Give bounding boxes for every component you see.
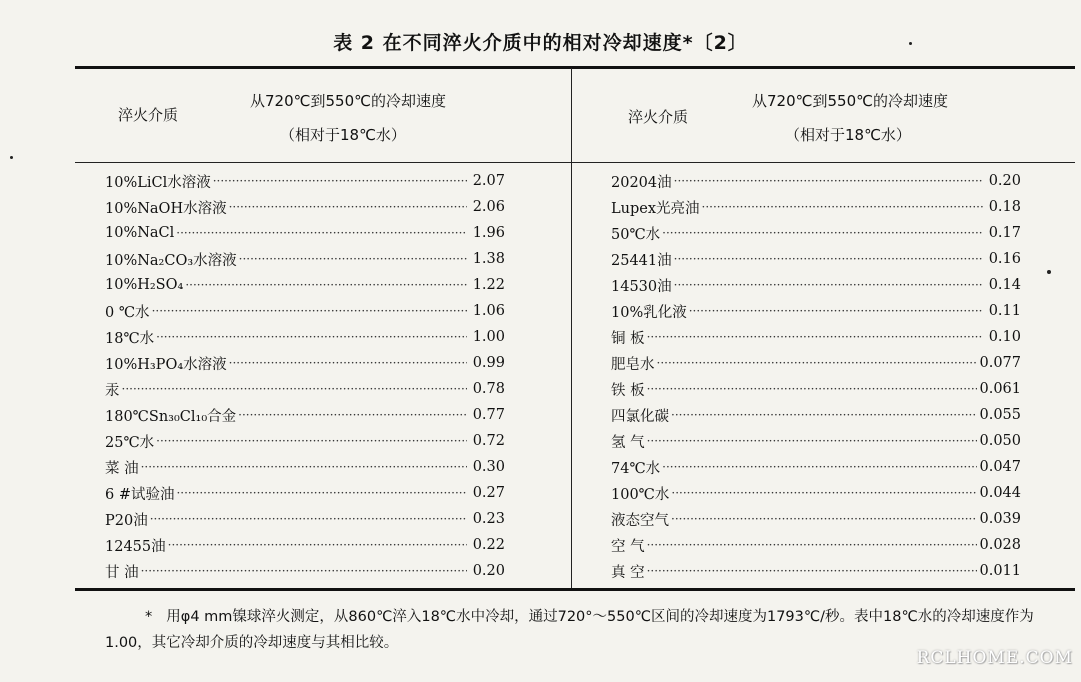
column-separator <box>571 68 572 588</box>
cooling-rate-value: 1.38 <box>472 251 505 267</box>
cooling-rate-value: 0.047 <box>979 459 1021 475</box>
footnote-star: * <box>145 609 153 625</box>
leader-dots <box>141 460 467 474</box>
medium-name: 肥皂水 <box>611 356 655 373</box>
right-row <box>611 532 1021 558</box>
cooling-rate-value: 0.78 <box>472 381 505 397</box>
medium-name: P20油 <box>105 512 148 529</box>
cooling-rate-value: 0.77 <box>472 407 505 423</box>
leader-dots <box>168 538 467 552</box>
left-row <box>105 376 505 402</box>
right-row <box>611 428 1021 454</box>
medium-name: 汞 <box>105 382 120 399</box>
cooling-rate-value: 2.07 <box>472 173 505 189</box>
cooling-rate-value: 0.028 <box>979 537 1021 553</box>
right-row <box>611 454 1021 480</box>
medium-name: Lupex光亮油 <box>611 200 700 217</box>
medium-name: 10%NaOH水溶液 <box>105 200 227 217</box>
medium-name: 液态空气 <box>611 512 669 529</box>
cooling-rate-value: 0.20 <box>988 173 1021 189</box>
right-rate-header-line1: 从720℃到550℃的冷却速度 <box>752 92 948 110</box>
right-row <box>611 298 1021 324</box>
medium-name: 6 #试验油 <box>105 486 175 503</box>
leader-dots <box>671 512 977 526</box>
leader-dots <box>141 564 467 578</box>
left-row <box>105 506 505 532</box>
medium-name: 空 气 <box>611 538 645 555</box>
right-row <box>611 194 1021 220</box>
right-row <box>611 480 1021 506</box>
scan-speck <box>10 156 13 159</box>
scan-speck <box>1047 270 1051 274</box>
medium-name: 10%NaCl <box>105 225 175 241</box>
cooling-rate-value: 0.72 <box>472 433 505 449</box>
footnote <box>105 604 1035 656</box>
left-row <box>105 194 505 220</box>
leader-dots <box>662 460 977 474</box>
leader-dots <box>689 304 983 318</box>
leader-dots <box>238 408 467 422</box>
leader-dots <box>647 382 978 396</box>
medium-name: 菜 油 <box>105 460 139 477</box>
leader-dots <box>156 434 467 448</box>
leader-dots <box>150 512 467 526</box>
cooling-rate-value: 0.30 <box>472 459 505 475</box>
left-row <box>105 298 505 324</box>
cooling-rate-value: 0.20 <box>472 563 505 579</box>
scan-speck <box>909 42 912 45</box>
watermark: RCLHOME.COM <box>916 648 1073 668</box>
leader-dots <box>647 564 978 578</box>
medium-name: 12455油 <box>105 538 166 555</box>
medium-name: 18℃水 <box>105 330 155 347</box>
right-row <box>611 558 1021 584</box>
leader-dots <box>662 226 983 240</box>
leader-dots <box>122 382 468 396</box>
left-row <box>105 168 505 194</box>
left-rate-header-line2: （相对于18℃水） <box>280 126 406 144</box>
leader-dots <box>229 356 467 370</box>
leader-dots <box>239 252 467 266</box>
right-row <box>611 324 1021 350</box>
leader-dots <box>674 278 983 292</box>
right-row <box>611 350 1021 376</box>
leader-dots <box>176 486 467 500</box>
cooling-rate-value: 0.23 <box>472 511 505 527</box>
cooling-rate-value: 0.14 <box>988 277 1021 293</box>
medium-name: 四氯化碳 <box>611 408 669 425</box>
leader-dots <box>674 174 983 188</box>
leader-dots <box>647 330 983 344</box>
left-row <box>105 246 505 272</box>
leader-dots <box>152 304 467 318</box>
medium-name: 氢 气 <box>611 434 645 451</box>
right-row <box>611 376 1021 402</box>
left-column-list <box>105 168 505 584</box>
cooling-rate-value: 0.18 <box>988 199 1021 215</box>
cooling-rate-value: 2.06 <box>472 199 505 215</box>
cooling-rate-value: 1.06 <box>472 303 505 319</box>
medium-name: 10%H₃PO₄水溶液 <box>105 356 227 373</box>
left-row <box>105 220 505 246</box>
cooling-rate-value: 0.16 <box>988 251 1021 267</box>
medium-name: 74℃水 <box>611 460 661 477</box>
leader-dots <box>674 252 983 266</box>
right-row <box>611 246 1021 272</box>
left-row <box>105 324 505 350</box>
cooling-rate-value: 0.22 <box>472 537 505 553</box>
right-row <box>611 272 1021 298</box>
cooling-rate-value: 0.077 <box>979 355 1021 371</box>
medium-name: 10%乳化液 <box>611 304 687 321</box>
medium-name: 0 ℃水 <box>105 304 150 321</box>
cooling-rate-value: 1.22 <box>472 277 505 293</box>
header-rule <box>75 162 1075 163</box>
medium-name: 25℃水 <box>105 434 155 451</box>
right-medium-header: 淬火介质 <box>628 108 689 126</box>
left-row <box>105 558 505 584</box>
cooling-rate-value: 0.27 <box>472 485 505 501</box>
cooling-rate-value: 0.11 <box>988 303 1021 319</box>
cooling-rate-value: 1.96 <box>472 225 505 241</box>
medium-name: 14530油 <box>611 278 672 295</box>
cooling-rate-value: 0.99 <box>472 355 505 371</box>
medium-name: 10%H₂SO₄ <box>105 277 184 293</box>
cooling-rate-value: 0.17 <box>988 225 1021 241</box>
leader-dots <box>213 174 467 188</box>
right-row <box>611 402 1021 428</box>
left-rate-header-line1: 从720℃到550℃的冷却速度 <box>250 92 446 110</box>
medium-name: 180℃Sn₃₀Cl₁₀合金 <box>105 408 237 425</box>
medium-name: 10%Na₂CO₃水溶液 <box>105 252 237 269</box>
right-row <box>611 506 1021 532</box>
medium-name: 甘 油 <box>105 564 139 581</box>
cooling-rate-value: 0.055 <box>979 407 1021 423</box>
left-medium-header: 淬火介质 <box>118 106 179 124</box>
medium-name: 20204油 <box>611 174 672 191</box>
medium-name: 10%LiCl水溶液 <box>105 174 211 191</box>
cooling-rate-value: 0.011 <box>979 563 1021 579</box>
right-row <box>611 168 1021 194</box>
table-title: 表 2 在不同淬火介质中的相对冷却速度*〔2〕 <box>333 32 748 54</box>
left-row <box>105 532 505 558</box>
leader-dots <box>176 226 467 240</box>
left-row <box>105 272 505 298</box>
top-rule <box>75 66 1075 69</box>
cooling-rate-value: 1.00 <box>472 329 505 345</box>
left-row <box>105 350 505 376</box>
right-row <box>611 220 1021 246</box>
left-row <box>105 402 505 428</box>
right-rate-header-line2: （相对于18℃水） <box>785 126 911 144</box>
footnote-text: 用φ4 mm镍球淬火测定，从860℃淬入18℃水中冷却，通过720°～550℃区间的冷却速度为1793℃/秒。表中18℃水的冷却速度作为1.00，其它冷却介质的冷却速度与其相比较。 <box>105 609 1034 651</box>
right-column-list <box>611 168 1021 584</box>
left-row <box>105 454 505 480</box>
medium-name: 真 空 <box>611 564 645 581</box>
leader-dots <box>657 356 978 370</box>
medium-name: 铁 板 <box>611 382 645 399</box>
medium-name: 25441油 <box>611 252 672 269</box>
cooling-rate-value: 0.039 <box>979 511 1021 527</box>
leader-dots <box>229 200 467 214</box>
leader-dots <box>185 278 467 292</box>
left-row <box>105 428 505 454</box>
leader-dots <box>647 538 978 552</box>
leader-dots <box>671 486 977 500</box>
bottom-rule <box>75 588 1075 591</box>
leader-dots <box>671 408 977 422</box>
cooling-rate-value: 0.10 <box>988 329 1021 345</box>
medium-name: 100℃水 <box>611 486 670 503</box>
leader-dots <box>647 434 978 448</box>
medium-name: 铜 板 <box>611 330 645 347</box>
left-row <box>105 480 505 506</box>
cooling-rate-value: 0.044 <box>979 485 1021 501</box>
leader-dots <box>702 200 983 214</box>
cooling-rate-value: 0.061 <box>979 381 1021 397</box>
cooling-rate-value: 0.050 <box>979 433 1021 449</box>
medium-name: 50℃水 <box>611 226 661 243</box>
leader-dots <box>156 330 467 344</box>
